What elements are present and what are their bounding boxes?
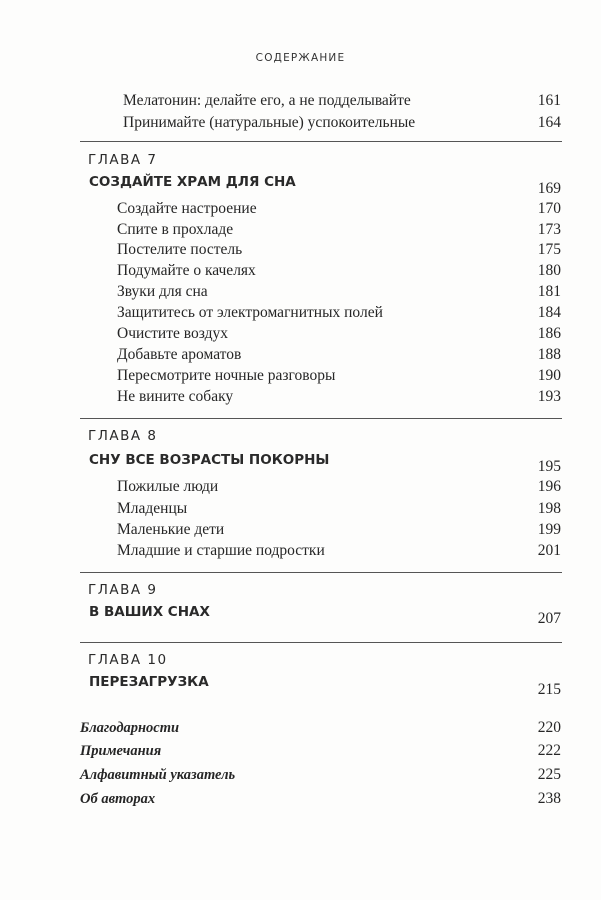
toc-entry[interactable] <box>0 303 601 323</box>
toc-entry[interactable] <box>0 240 601 260</box>
toc-entry-title: Маленькие дети <box>117 521 225 538</box>
toc-entry[interactable] <box>0 789 601 809</box>
chapter-page-row <box>0 179 601 199</box>
toc-entry-page: 196 <box>537 478 561 495</box>
toc-entry[interactable] <box>0 91 601 111</box>
toc-entry[interactable] <box>0 324 601 344</box>
toc-entry[interactable] <box>0 282 601 302</box>
chapter-page: 195 <box>537 458 561 475</box>
toc-entry[interactable] <box>0 520 601 540</box>
toc-entry-page: 175 <box>537 241 561 258</box>
toc-entry-page: 220 <box>537 719 561 736</box>
toc-entry-title: Мелатонин: делайте его, а не подделывайте <box>123 92 411 109</box>
toc-entry-title: Алфавитный указатель <box>80 767 236 783</box>
toc-entry-title: Очистите воздух <box>117 325 228 342</box>
toc-entry-page: 188 <box>537 346 561 363</box>
toc-entry-title: Младшие и старшие подростки <box>117 542 325 559</box>
toc-entry-page: 170 <box>537 200 561 217</box>
toc-entry-title: Подумайте о качелях <box>117 262 256 279</box>
toc-entry-title: Благодарности <box>80 720 180 736</box>
toc-entry-title: Пожилые люди <box>117 478 219 495</box>
toc-entry-page: 201 <box>537 542 561 559</box>
chapter-label: ГЛАВА 9 <box>88 582 158 598</box>
toc-entry-page: 184 <box>537 304 561 321</box>
chapter-page-row <box>0 609 601 629</box>
chapter-divider <box>80 141 562 142</box>
toc-entry-page: 190 <box>537 367 561 384</box>
chapter-page-row <box>0 680 601 700</box>
toc-entry[interactable] <box>0 477 601 497</box>
toc-entry-page: 180 <box>537 262 561 279</box>
chapter-page-row <box>0 457 601 477</box>
toc-entry-title: Защититесь от электромагнитных полей <box>117 304 383 321</box>
chapter-page: 169 <box>537 180 561 197</box>
toc-entry-page: 181 <box>537 283 561 300</box>
toc-entry[interactable] <box>0 261 601 281</box>
toc-entry-title: Принимайте (натуральные) успокоительные <box>123 114 416 131</box>
toc-entry-page: 238 <box>537 790 561 807</box>
chapter-title[interactable]: ПЕРЕЗАГРУЗКА <box>89 674 209 690</box>
toc-entry-page: 198 <box>537 500 561 517</box>
toc-entry-title: Создайте настроение <box>117 200 257 217</box>
toc-entry-title: Младенцы <box>117 500 188 517</box>
toc-entry-title: Звуки для сна <box>117 283 208 300</box>
toc-entry-page: 164 <box>537 114 561 131</box>
chapter-label: ГЛАВА 8 <box>88 428 158 444</box>
toc-entry[interactable] <box>0 366 601 386</box>
chapter-label: ГЛАВА 7 <box>88 152 158 168</box>
chapter-divider <box>80 418 562 419</box>
toc-entry-page: 222 <box>537 742 561 759</box>
toc-entry-title: Добавьте ароматов <box>117 346 242 363</box>
toc-entry[interactable] <box>0 345 601 365</box>
toc-entry-page: 161 <box>537 92 561 109</box>
chapter-divider <box>80 642 562 643</box>
toc-entry-title: Спите в прохладе <box>117 221 234 238</box>
chapter-title[interactable]: СНУ ВСЕ ВОЗРАСТЫ ПОКОРНЫ <box>89 452 330 468</box>
toc-entry-page: 199 <box>537 521 561 538</box>
toc-entry[interactable] <box>0 499 601 519</box>
toc-entry[interactable] <box>0 541 601 561</box>
chapter-title[interactable]: В ВАШИХ СНАХ <box>89 604 210 620</box>
toc-entry-page: 193 <box>537 388 561 405</box>
toc-entry-page: 186 <box>537 325 561 342</box>
toc-entry[interactable] <box>0 220 601 240</box>
toc-entry[interactable] <box>0 765 601 785</box>
chapter-page: 207 <box>537 610 561 627</box>
toc-entry-title: Об авторах <box>80 791 156 807</box>
toc-entry-title: Не вините собаку <box>117 388 234 405</box>
toc-entry[interactable] <box>0 199 601 219</box>
toc-entry[interactable] <box>0 741 601 761</box>
toc-entry[interactable] <box>0 387 601 407</box>
toc-entry[interactable] <box>0 718 601 738</box>
toc-entry-title: Постелите постель <box>117 241 243 258</box>
chapter-label: ГЛАВА 10 <box>88 652 168 668</box>
chapter-page: 215 <box>537 681 561 698</box>
toc-entry-page: 173 <box>537 221 561 238</box>
toc-entry-page: 225 <box>537 766 561 783</box>
running-header: СОДЕРЖАНИЕ <box>255 52 346 64</box>
toc-entry-title: Примечания <box>80 743 162 759</box>
chapter-divider <box>80 572 562 573</box>
toc-entry[interactable] <box>0 113 601 133</box>
toc-entry-title: Пересмотрите ночные разговоры <box>117 367 336 384</box>
chapter-title[interactable]: СОЗДАЙТЕ ХРАМ ДЛЯ СНА <box>89 174 296 190</box>
